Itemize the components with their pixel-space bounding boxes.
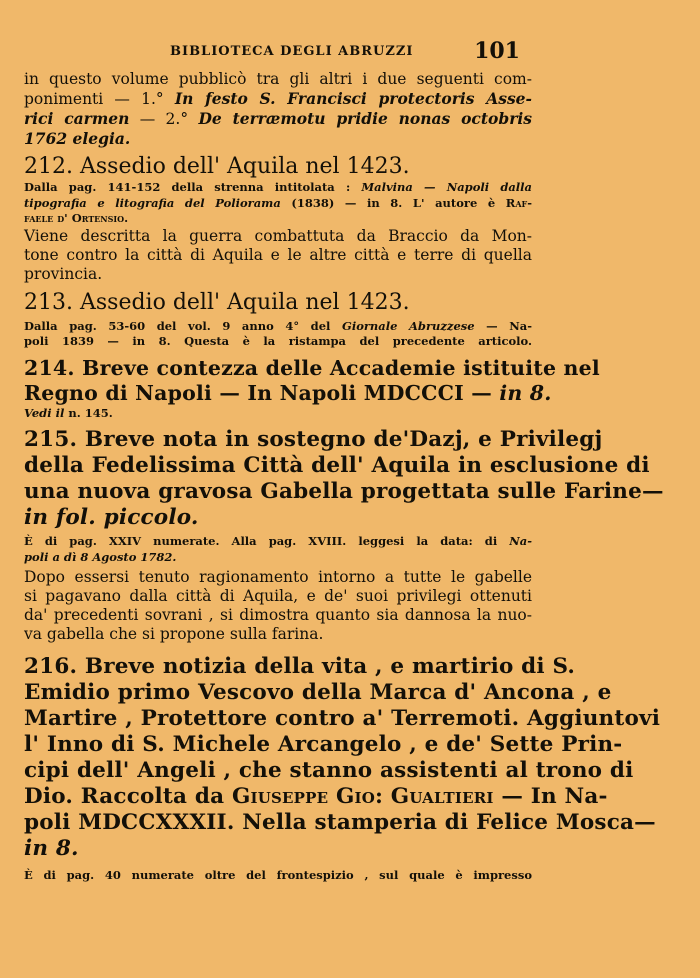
entry-title: cipi dell' Angeli , che stanno assistenti al trono di — [24, 758, 634, 783]
text-line: in questo volume pubblicò tra gli altri i due seguenti com- — [24, 70, 532, 88]
text-line: Vedi il n. 145. — [24, 405, 113, 420]
page-header — [170, 40, 520, 64]
continued-entry — [24, 70, 532, 148]
entry-description — [24, 568, 532, 644]
text-line: tone contro la città di Aquila e le altre città e terre di quella — [24, 245, 532, 264]
text-line: Viene descritta la guerra combattuta da Braccio da Mon- — [24, 226, 532, 245]
entry-title: l' Inno di S. Michele Arcangelo , e de' Sette Prin- — [24, 732, 623, 757]
text-line: Dalla pag. 141-152 della strenna intitolata : Malvina — Napoli dalla — [24, 180, 532, 194]
entry-title: poli MDCCXXXII. Nella stamperia di Felice Mosca— — [24, 810, 656, 835]
text-line: da' precedenti sovrani , si dimostra quanto sia dannosa la nuo- — [24, 606, 532, 624]
entry-title: Dio. Raccolta da Giuseppe Gio: Gualtieri — In Na- — [24, 784, 608, 809]
entry-title: 213. Assedio dell' Aquila nel 1423. — [24, 289, 410, 315]
entry-213 — [24, 290, 532, 350]
entry-title: Regno di Napoli — In Napoli MDCCCI — in 8. — [24, 380, 552, 405]
entry-title: 215. Breve nota in sostegno de'Dazj, e Privilegj — [24, 427, 603, 452]
entry-note — [24, 406, 532, 422]
text-line: È di pag. 40 numerate oltre del frontespizio , sul quale è impresso — [24, 868, 532, 882]
text-line: tipografia e litografia del Poliorama (1838) — in 8. L' autore è Raf- — [24, 195, 532, 210]
entry-216 — [24, 654, 661, 884]
entry-description — [24, 227, 532, 284]
entry-212 — [24, 154, 532, 284]
text-line: faele d' Ortensio. — [24, 211, 129, 225]
entry-title: 214. Breve contezza delle Accademie istituite nel — [24, 355, 600, 380]
text-line: 1762 elegia. — [24, 129, 131, 148]
entry-title: Martire , Protettore contro a' Terremoti. Aggiuntovi — [24, 706, 661, 731]
entry-title: in fol. piccolo. — [24, 505, 199, 530]
entry-note — [24, 534, 532, 565]
page-body — [24, 70, 664, 884]
text-line: rici carmen — 2.° De terræmotu pridie nonas octobris — [24, 109, 532, 128]
entry-214 — [24, 355, 600, 422]
entry-title: Emidio primo Vescovo della Marca d' Ancona , e — [24, 680, 612, 705]
entry-title: della Fedelissima Città dell' Aquila in esclusione di — [24, 453, 650, 478]
text-line: va gabella che si propone sulla farina. — [24, 625, 324, 643]
text-line: Dalla pag. 53-60 del vol. 9 anno 4° del Giornale Abruzzese — Na- — [24, 318, 532, 333]
entry-title: 216. Breve notizia della vita , e martirio di S. — [24, 654, 576, 679]
text-line: Dopo essersi tenuto ragionamento intorno a tutte le gabelle — [24, 568, 532, 586]
text-line: ponimenti — 1.° In festo S. Francisci protectoris Asse- — [24, 89, 532, 108]
text-line: poli 1839 — in 8. Questa è la ristampa del precedente articolo. — [24, 334, 532, 348]
entry-note — [24, 868, 532, 884]
entry-title: 212. Assedio dell' Aquila nel 1423. — [24, 154, 410, 179]
running-head: BIBLIOTECA DEGLI ABRUZZI — [170, 44, 414, 59]
text-line: È di pag. XXIV numerate. Alla pag. XVIII. leggesi la data: di Na- — [24, 534, 532, 548]
text-line: provincia. — [24, 264, 103, 283]
page-number: 101 — [474, 38, 520, 64]
entry-note — [24, 180, 532, 227]
entry-title: in 8. — [24, 836, 79, 861]
text-line: poli a dì 8 Agosto 1782. — [24, 549, 177, 564]
entry-215 — [24, 427, 664, 644]
entry-note — [24, 319, 532, 350]
entry-title: una nuova gravosa Gabella progettata sulle Farine— — [24, 479, 664, 504]
text-line: si pagavano dalla città di Aquila, e de' suoi privilegi ottenuti — [24, 587, 532, 605]
